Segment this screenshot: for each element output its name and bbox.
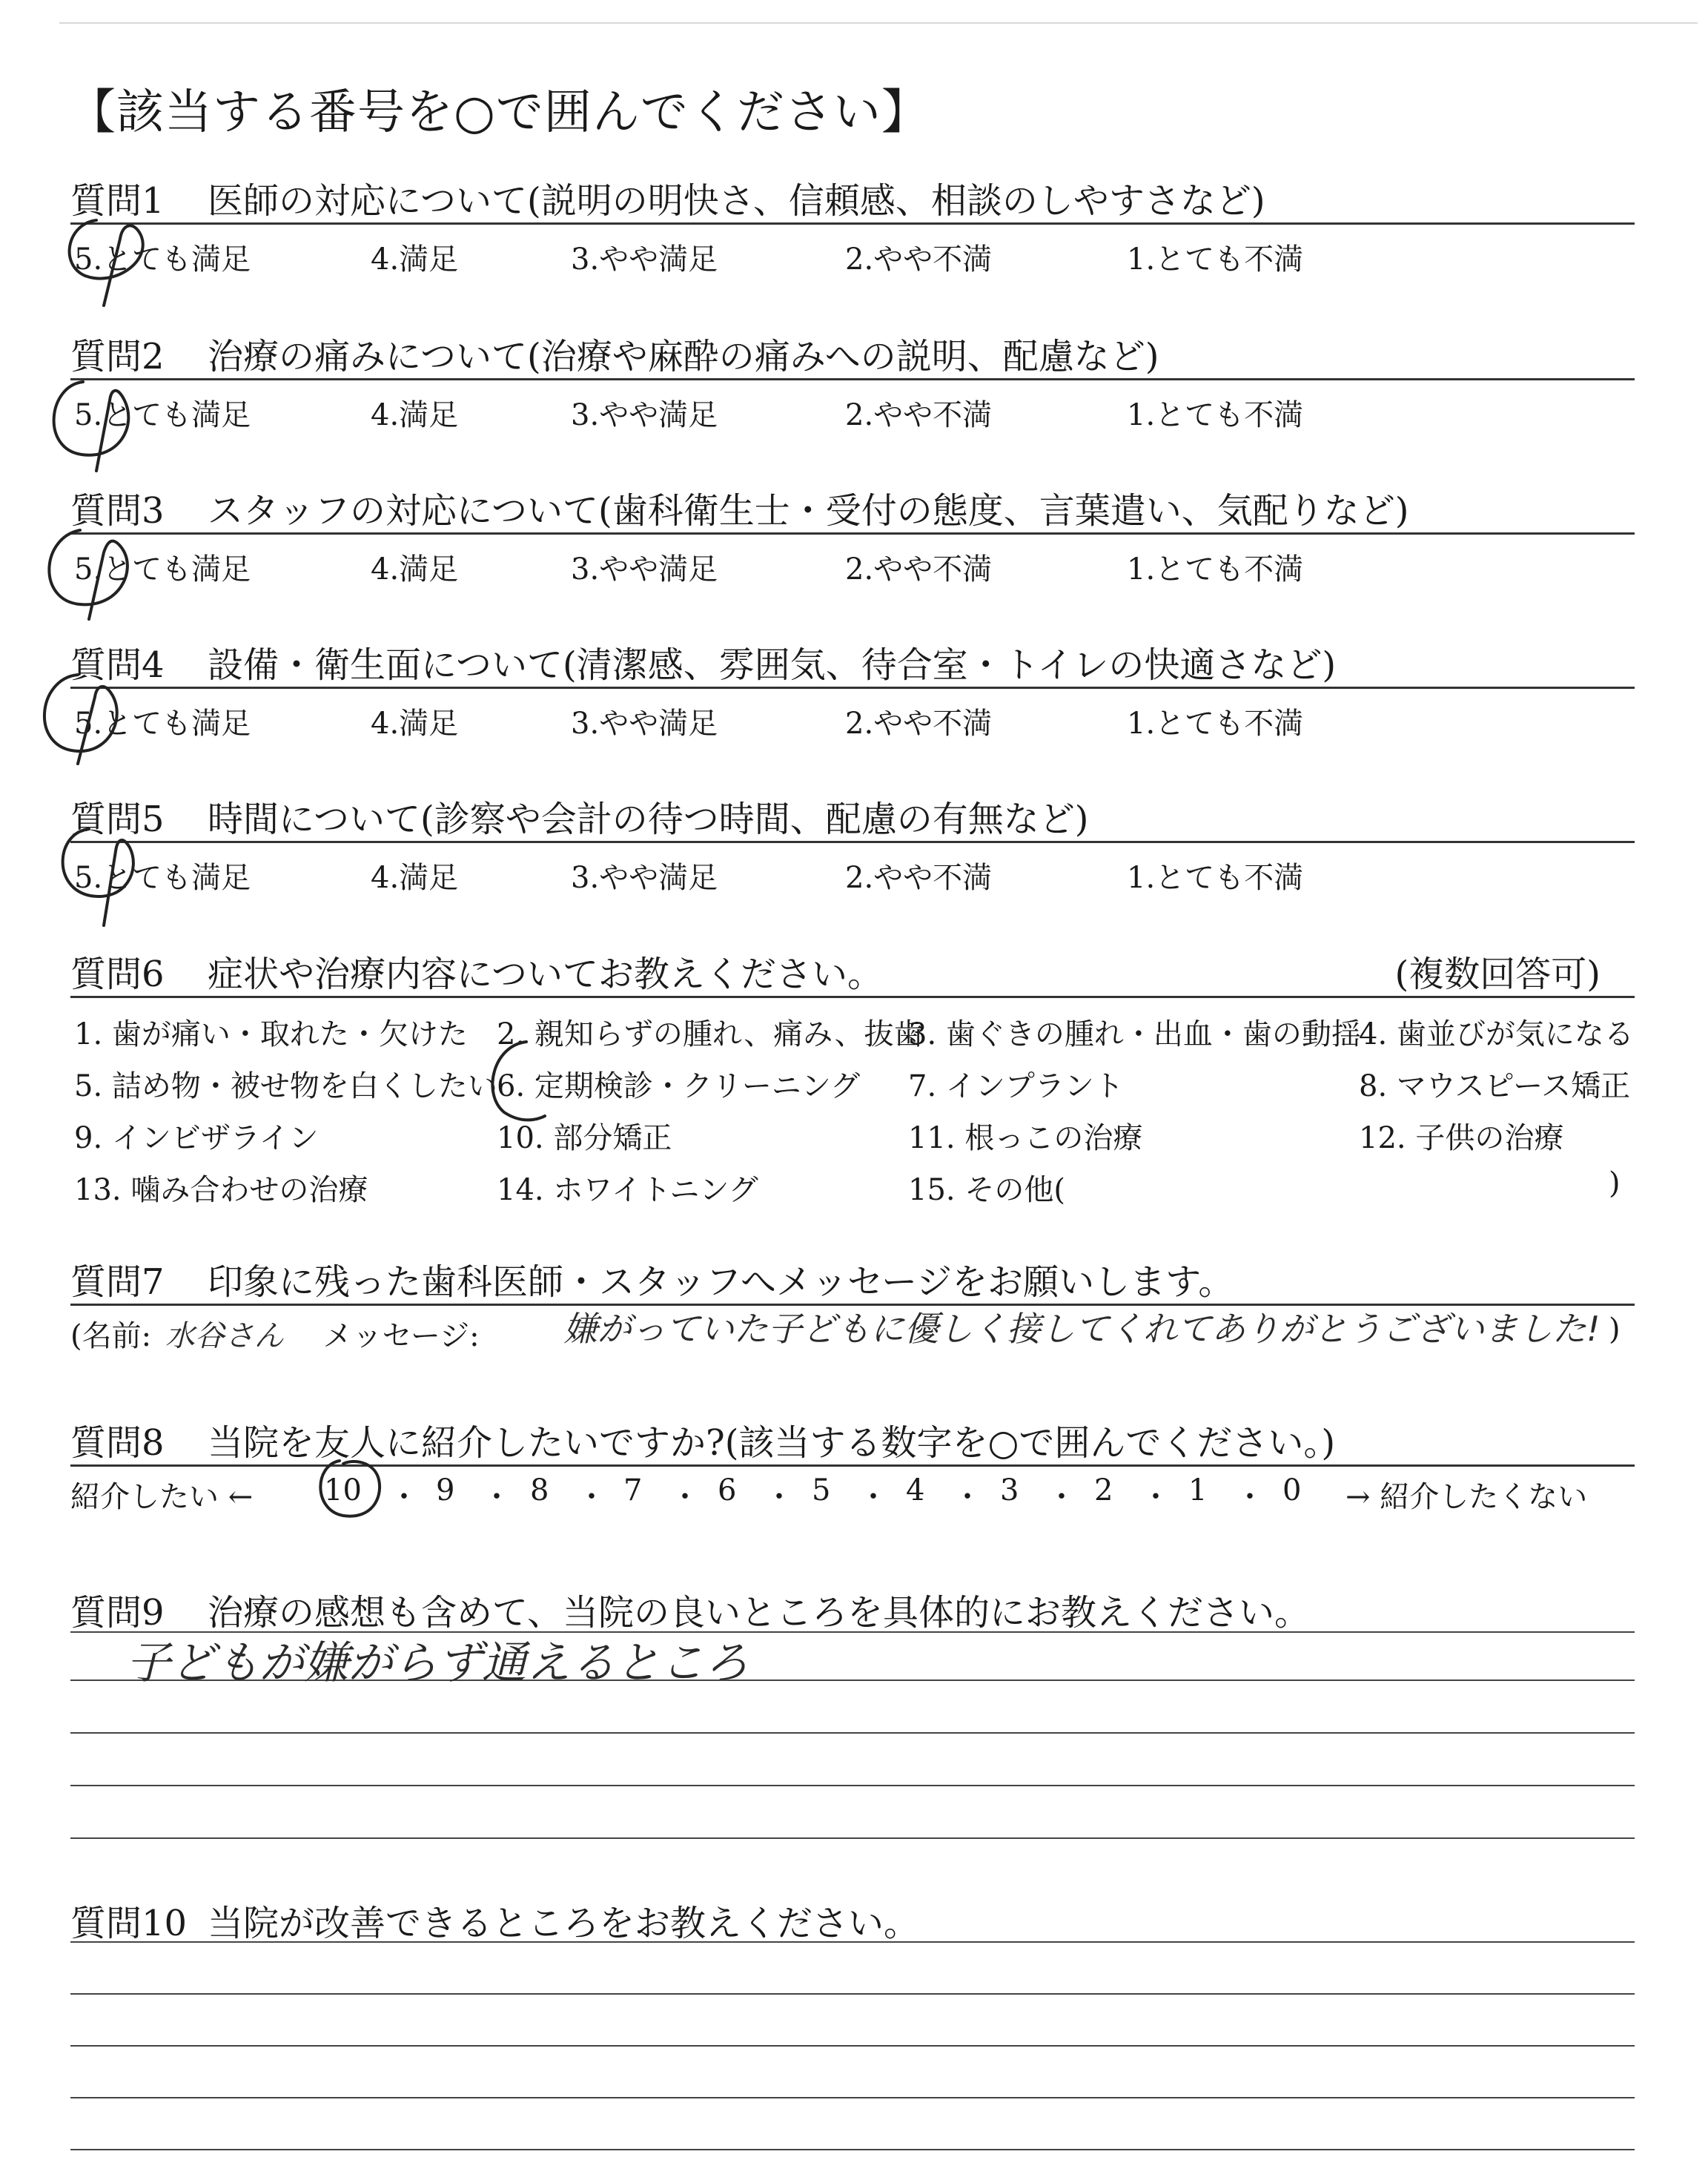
answer-line (70, 2045, 1635, 2047)
scale-right-label: → 紹介したくない (1345, 1480, 1588, 1514)
question-rule (70, 1464, 1635, 1467)
checkbox-option[interactable]: 4. 歯並びが気になる (1359, 1017, 1634, 1051)
question-6-title (70, 945, 883, 997)
question-rule (70, 996, 1635, 998)
scale-left-label: 紹介したい ← (70, 1480, 254, 1514)
question-number: 質問7 (70, 1261, 165, 1303)
question-rule (70, 841, 1635, 843)
scale-value-6[interactable]: 6 (718, 1473, 737, 1507)
option-5[interactable]: 5.とても満足 (74, 398, 251, 432)
question-text: 当院が改善できるところをお教えください。 (208, 1903, 920, 1944)
question-4-title (70, 636, 1336, 687)
answer-line (70, 1837, 1635, 1839)
scale-separator: ・ (389, 1480, 419, 1514)
message-label: メッセージ: (322, 1319, 480, 1353)
option-4[interactable]: 4.満足 (371, 707, 459, 741)
question-rule (70, 1304, 1635, 1306)
multiple-answers-note: (複数回答可) (1394, 954, 1601, 995)
question-number: 質問4 (70, 644, 165, 686)
checkbox-option[interactable]: 12. 子供の治療 (1359, 1121, 1564, 1155)
checkbox-option[interactable]: 14. ホワイトニング (497, 1173, 758, 1207)
answer-line (70, 2149, 1635, 2150)
option-5[interactable]: 5.とても満足 (74, 552, 251, 587)
question-text: スタッフの対応について(歯科衛生士・受付の態度、言葉遣い、気配りなど) (208, 490, 1409, 532)
scale-value-1[interactable]: 1 (1188, 1473, 1208, 1507)
option-1[interactable]: 1.とても不満 (1127, 861, 1304, 895)
question-5-title (70, 790, 1089, 842)
option-5[interactable]: 5.とても満足 (74, 242, 251, 277)
question-text: 設備・衛生面について(清潔感、雰囲気、待合室・トイレの快適さなど) (208, 644, 1337, 686)
checkbox-option[interactable]: 13. 噛み合わせの治療 (74, 1173, 368, 1207)
checkbox-option[interactable]: 5. 詰め物・被せ物を白くしたい (74, 1069, 497, 1103)
message-close-paren: ) (1609, 1312, 1621, 1347)
option-2[interactable]: 2.やや不満 (845, 398, 993, 432)
question-number: 質問1 (70, 180, 165, 222)
option-3[interactable]: 3.やや満足 (571, 398, 718, 432)
question-8-title (70, 1414, 1335, 1465)
question-text: 医師の対応について(説明の明快さ、信頼感、相談のしやすさなど) (208, 180, 1265, 222)
scale-separator: ・ (670, 1480, 700, 1514)
question-10-title (70, 1895, 919, 1946)
scale-separator: ・ (577, 1480, 606, 1514)
scale-value-9[interactable]: 9 (436, 1473, 455, 1507)
question-number: 質問9 (70, 1592, 165, 1634)
question-number: 質問10 (70, 1903, 188, 1944)
option-1[interactable]: 1.とても不満 (1127, 242, 1304, 277)
answer-line (70, 1993, 1635, 1995)
scale-separator: ・ (1047, 1480, 1076, 1514)
option-4[interactable]: 4.満足 (371, 861, 459, 895)
question-number: 質問5 (70, 799, 165, 840)
scale-value-2[interactable]: 2 (1094, 1473, 1113, 1507)
message-input[interactable]: 嫌がっていた子どもに優しく接してくれてありがとうございました! (563, 1309, 1601, 1349)
question-number: 質問6 (70, 954, 165, 995)
answer-line (70, 2097, 1635, 2098)
scale-value-0[interactable]: 0 (1282, 1473, 1302, 1507)
other-close-paren: ) (1609, 1166, 1621, 1200)
option-2[interactable]: 2.やや不満 (845, 707, 993, 741)
question-rule (70, 532, 1635, 535)
name-input[interactable]: 水谷さん (165, 1319, 284, 1353)
scale-separator: ・ (1141, 1480, 1171, 1514)
option-1[interactable]: 1.とても不満 (1127, 707, 1304, 741)
question-text: 印象に残った歯科医師・スタッフへメッセージをお願いします。 (208, 1261, 1234, 1303)
checkbox-option[interactable]: 9. インビザライン (74, 1121, 319, 1155)
question-rule (70, 222, 1635, 225)
question-text: 治療の痛みについて(治療や麻酔の痛みへの説明、配慮など) (208, 336, 1159, 377)
scale-value-8[interactable]: 8 (530, 1473, 549, 1507)
option-2[interactable]: 2.やや不満 (845, 552, 993, 587)
message-row (70, 1312, 480, 1355)
answer-line (70, 1732, 1635, 1734)
question-rule (70, 687, 1635, 689)
option-1[interactable]: 1.とても不満 (1127, 552, 1304, 587)
scale-separator: ・ (764, 1480, 794, 1514)
top-border (59, 22, 1698, 24)
option-3[interactable]: 3.やや満足 (571, 707, 718, 741)
question-number: 質問3 (70, 490, 165, 532)
scale-value-3[interactable]: 3 (1000, 1473, 1019, 1507)
checkbox-option[interactable]: 7. インプラント (908, 1069, 1124, 1103)
option-1[interactable]: 1.とても不満 (1127, 398, 1304, 432)
checkbox-option[interactable]: 2. 親知らずの腫れ、痛み、抜歯 (497, 1017, 924, 1051)
scale-value-10[interactable]: 10 (324, 1473, 362, 1507)
answer-line (70, 1941, 1635, 1943)
answer-line (70, 1785, 1635, 1786)
checkbox-option[interactable]: 6. 定期検診・クリーニング (497, 1069, 861, 1103)
question-number: 質問8 (70, 1422, 165, 1464)
scale-value-4[interactable]: 4 (906, 1473, 925, 1507)
question-rule (70, 378, 1635, 380)
scale-separator: ・ (953, 1480, 982, 1514)
option-3[interactable]: 3.やや満足 (571, 242, 718, 277)
checkbox-option[interactable]: 15. その他( (908, 1173, 1065, 1207)
question-number: 質問2 (70, 336, 165, 377)
scale-value-7[interactable]: 7 (623, 1473, 643, 1507)
name-label: (名前: (70, 1319, 152, 1353)
option-5[interactable]: 5.とても満足 (74, 707, 251, 741)
scale-separator: ・ (858, 1480, 888, 1514)
question-3-title (70, 482, 1409, 533)
question-text: 治療の感想も含めて、当院の良いところを具体的にお教えください。 (208, 1592, 1311, 1634)
option-3[interactable]: 3.やや満足 (571, 552, 718, 587)
scale-separator: ・ (1235, 1480, 1265, 1514)
question-text: 症状や治療内容についてお教えください。 (208, 954, 884, 995)
option-5[interactable]: 5.とても満足 (74, 861, 251, 895)
option-4[interactable]: 4.満足 (371, 242, 459, 277)
option-2[interactable]: 2.やや不満 (845, 861, 993, 895)
question-1-title (70, 172, 1265, 223)
form-heading: 【該当する番号を○で囲んでください】 (68, 85, 930, 140)
checkbox-option[interactable]: 10. 部分矯正 (497, 1121, 672, 1155)
option-2[interactable]: 2.やや不満 (845, 242, 993, 277)
question-2-title (70, 328, 1159, 379)
question-text: 当院を友人に紹介したいですか?(該当する数字を○で囲んでください。) (208, 1422, 1336, 1464)
checkbox-option[interactable]: 3. 歯ぐきの腫れ・出血・歯の動揺 (908, 1017, 1361, 1051)
checkbox-option[interactable]: 8. マウスピース矯正 (1359, 1069, 1631, 1103)
scale-separator: ・ (482, 1480, 512, 1514)
checkbox-option[interactable]: 1. 歯が痛い・取れた・欠けた (74, 1017, 468, 1051)
option-3[interactable]: 3.やや満足 (571, 861, 718, 895)
q9-answer-text[interactable]: 子どもが嫌がらず通えるところ (126, 1637, 749, 1689)
option-4[interactable]: 4.満足 (371, 398, 459, 432)
question-7-title (70, 1253, 1234, 1304)
option-4[interactable]: 4.満足 (371, 552, 459, 587)
question-text: 時間について(診察や会計の待つ時間、配慮の有無など) (208, 799, 1089, 840)
checkbox-option[interactable]: 11. 根っこの治療 (908, 1121, 1143, 1155)
scale-value-5[interactable]: 5 (812, 1473, 831, 1507)
